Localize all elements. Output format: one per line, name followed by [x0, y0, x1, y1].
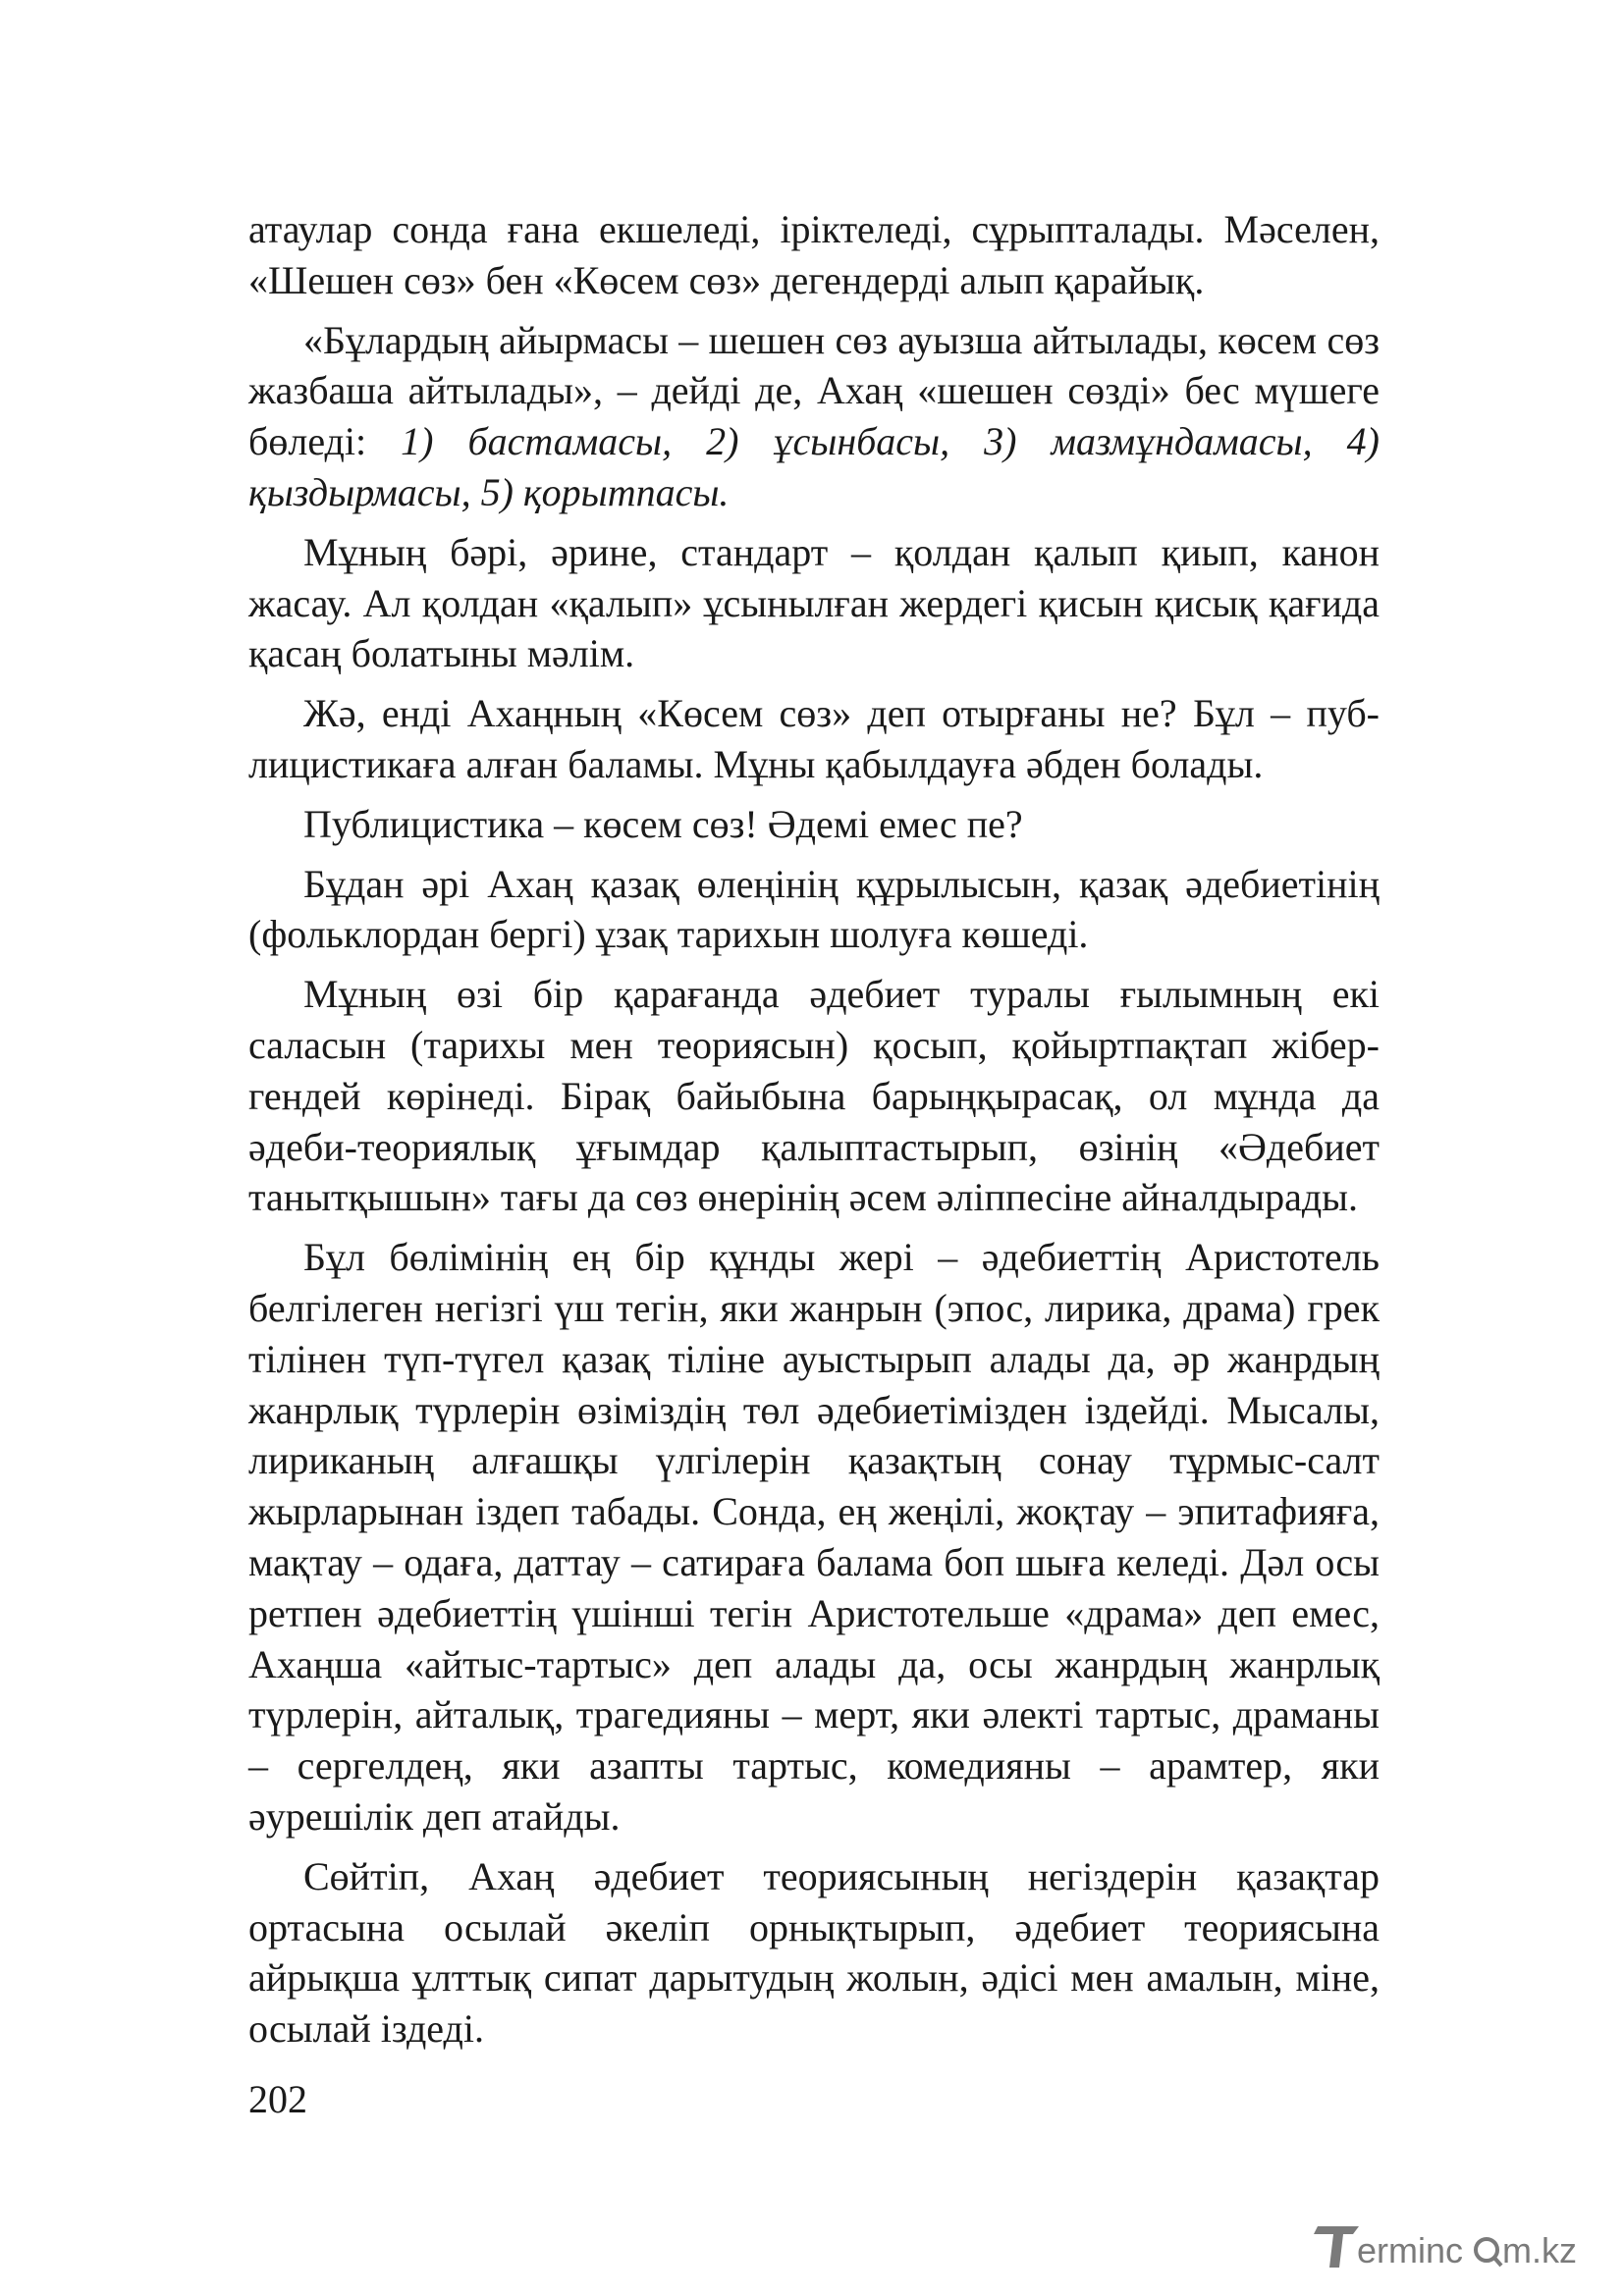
paragraph-4: Жә, енді Ахаңның «Көсем сөз» деп отырғаны не? Бұл – публицистикаға алған баламы. Мұны қабылдауға әбден болады. [248, 691, 1380, 786]
paragraph-3: Мұның бәрі, әрине, стандарт – қолдан қалып қиып, канон жасау. Ал қолдан «қалып» ұсынылған жердегі қисын қисық қағида қасаң болатыны мәлім. [248, 529, 1380, 676]
paragraph-2 [248, 315, 1380, 518]
paragraph-2-italic-list: 1) бастамасы, 2) ұсынбасы, 3) мазмұндамасы, 4) қыздырмасы, 5) қорытпасы. [248, 419, 1380, 514]
watermark-text-middle: erminc [1357, 2230, 1464, 2270]
paragraph-9: Сөйтіп, Ахаң әдебиет теориясының негіздерін қазақтар ортасына осылай әкеліп орнықтырып, әдебиет теориясына айрықша ұлттық сипат дарытудың жолын, әдісі мен амалын, міне, осылай іздеді. [248, 1853, 1380, 2052]
magnifier-icon [1476, 2239, 1501, 2266]
page-number: 202 [248, 2077, 307, 2121]
page-body [248, 204, 1380, 2063]
paragraph-6: Бұдан әрі Ахаң қазақ өлеңінің құрылысын, қазақ әдебиетінің (фольклордан бергі) ұзақ тарихын шолуға көшеді. [248, 861, 1380, 957]
paragraph-1: атаулар сонда ғана екшеледі, іріктеледі, сұрыпталады. Мәселен, «Шешен сөз» бен «Көсем сөз» дегендерді алып қарайық. [248, 207, 1380, 302]
paragraph-8: Бұл бөлімінің ең бір құнды жері – әдебиеттің Аристотель белгілеген негізгі үш тегін, яки жанрын (эпос, лирика, драма) грек тілінен түп-түгел қазақ тіліне ауыстырып алады да, әр жанрдың жанрлық түрлерін өзіміздің төл әдебиетімізден іздейді. Мысалы, лириканың алғашқы үлгілерін қазақтың сонау тұрмыс-салт жырларынан іздеп табады. Сонда, ең жеңілі, жоқтау – эпитафияға, мақтау – одаға, даттау – сатираға балама боп шыға келеді. Дәл осы ретпен әдебиеттің үшінші тегін Аристотельше «драма» деп емес, Ахаңша «айтыс-тартыс» деп алады да, осы жанрдың жанрлық түрлерін, айталық, трагедияны – мерт, яки әлекті тартыс, драманы – сергелдең, яки азапты тартыс, комедияны – арамтер, яки әурешілік деп атайды. [248, 1235, 1380, 1839]
watermark-text-suffix: m.kz [1502, 2230, 1577, 2270]
terminkom-watermark-logo [1314, 2216, 1608, 2275]
paragraph-2-text: «Бұлардың айырмасы – шешен сөз ауызша айтылады, көсем сөз жазбаша айтылады», – дейді де, Ахаң «шешен сөзді» бес мүшеге бөледі: [248, 317, 1380, 464]
watermark-t-icon [1314, 2226, 1359, 2268]
paragraph-5: Публицистика – көсем сөз! Әдемі емес пе? [303, 801, 1023, 846]
paragraph-7: Мұның өзі бір қарағанда әдебиет туралы ғылымның екі саласын (тарихы мен теориясын) қосып, қойыртпақтап жібергендей көрінеді. Бірақ байыбына барыңқырасақ, ол мұнда да әдеби-теориялық ұғымдар қалыптастырып, өзінің «Әдебиет танытқышын» тағы да сөз өнерінің әсем әліппесіне айналдырады. [248, 972, 1380, 1220]
